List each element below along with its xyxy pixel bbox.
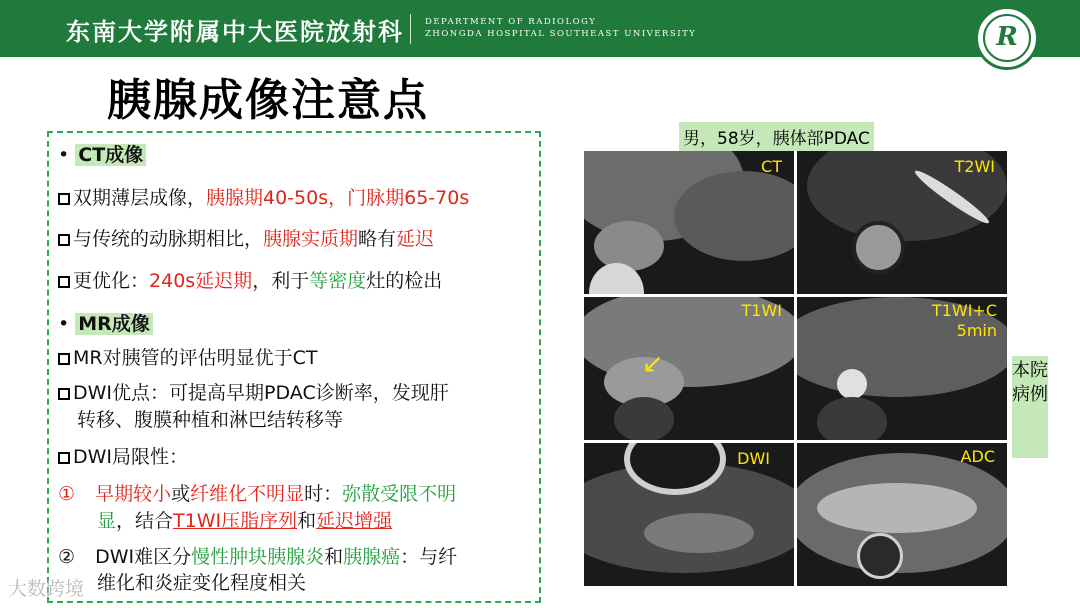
ct-heading: CT成像: [75, 144, 146, 166]
mr-item-2: [58, 378, 449, 405]
english-line-2: ZHONGDA HOSPITAL SOUTHEAST UNIVERSITY: [425, 29, 697, 39]
ct-item-2-text: 与传统的动脉期相比，: [73, 228, 264, 250]
limit-1-text-d: 和: [297, 510, 317, 532]
scan-panel-ct: [584, 151, 794, 294]
limit-1-red-a: 早期较小: [95, 483, 172, 505]
limit-1-text-c: ，结合: [116, 510, 174, 532]
checkbox-square-icon: [58, 193, 70, 205]
limit-1: [58, 479, 456, 506]
page-title: 胰腺成像注意点: [107, 75, 429, 126]
limit-1-green-b: 显: [97, 510, 117, 532]
checkbox-square-icon: [58, 388, 70, 400]
arrow-icon: ↙: [642, 349, 664, 379]
watermark: 大数跨境: [8, 578, 85, 600]
ct-item-2-text-b: 略有: [358, 228, 397, 250]
side-tag: 本院病例: [1012, 356, 1048, 458]
limit-2-text-b: 和: [324, 546, 344, 568]
mr-item-1: [58, 343, 317, 370]
scan-panel-t1wi: [584, 297, 794, 440]
logo-mark: R: [996, 22, 1018, 52]
mr-item-3: [58, 442, 188, 469]
limit-1-red-underline-b: 延迟增强: [316, 510, 393, 532]
limit-1-text-b: 时：: [304, 483, 343, 505]
hospital-logo-icon: [975, 6, 1039, 70]
panel-label-t1wi: T1WI: [741, 301, 782, 320]
limit-1-num: ①: [58, 483, 76, 505]
limit-1-red-underline: T1WI压脂序列: [173, 510, 298, 532]
limit-2: [58, 542, 457, 569]
ct-item-1-red: 胰腺期40-50s，门脉期65-70s: [206, 187, 470, 209]
mr-item-3-text: DWI局限性：: [73, 446, 189, 468]
header-divider: [410, 14, 411, 44]
limit-1-red-b: 纤维化不明显: [190, 483, 305, 505]
checkbox-square-icon: [58, 234, 70, 246]
ct-item-1: [58, 183, 469, 210]
mr-heading-line: [58, 309, 153, 336]
scan-panel-t2wi: [797, 151, 1007, 294]
limit-1-green: 弥散受限不明: [342, 483, 457, 505]
checkbox-square-icon: [58, 353, 70, 365]
ct-item-2-red-b: 延迟: [396, 228, 435, 250]
ct-item-3-green: 等密度: [309, 270, 367, 292]
mr-item-1-text: MR对胰管的评估明显优于CT: [73, 347, 318, 369]
limit-1-text-a: 或: [171, 483, 191, 505]
institution-english: [425, 16, 696, 40]
limit-2-cont: 维化和炎症变化程度相关: [97, 572, 307, 594]
mr-heading: MR成像: [75, 313, 153, 335]
ct-item-3: [58, 266, 442, 293]
figure-caption: 男，58岁，胰体部PDAC: [679, 122, 874, 151]
limit-2-green-a: 慢性肿块胰腺炎: [191, 546, 325, 568]
ct-item-3-text: 更优化：: [73, 270, 150, 292]
logo-ring: [983, 14, 1031, 62]
ct-item-1-text: 双期薄层成像，: [73, 187, 207, 209]
bullet: •: [58, 313, 70, 335]
panel-label-ct: CT: [761, 157, 782, 176]
panel-label-t2wi: T2WI: [954, 157, 995, 176]
scan-panel-t1wi-c: [797, 297, 1007, 440]
limit-2-text-c: ：与纤: [400, 546, 458, 568]
panel-label-t1wi-c: T1WI+C 5min: [931, 301, 997, 340]
english-line-1: DEPARTMENT OF RADIOLOGY: [425, 17, 597, 27]
limit-2-num: ②: [58, 546, 76, 568]
scan-panel-adc: [797, 443, 1007, 586]
checkbox-square-icon: [58, 452, 70, 464]
limit-2-text-a: DWI难区分: [95, 546, 192, 568]
checkbox-square-icon: [58, 276, 70, 288]
panel-label-adc: ADC: [960, 447, 995, 466]
mr-item-2-cont: 转移、腹膜种植和淋巴结转移等: [77, 409, 344, 431]
bullet: •: [58, 144, 70, 166]
ct-item-3-text-c: 灶的检出: [366, 270, 443, 292]
scan-panel-dwi: [584, 443, 794, 586]
header-bar: [0, 0, 1080, 57]
institution-name: 东南大学附属中大医院放射科: [66, 17, 404, 46]
ct-item-3-red: 240s延迟期: [149, 270, 253, 292]
limit-1-cont: [97, 506, 392, 533]
ct-heading-line: [58, 140, 146, 167]
ct-item-2-red: 胰腺实质期: [263, 228, 359, 250]
panel-label-dwi: DWI: [737, 449, 770, 468]
mr-item-2-text: DWI优点：可提高早期PDAC诊断率，发现肝: [73, 382, 449, 404]
limit-2-green-b: 胰腺癌: [343, 546, 401, 568]
ct-item-3-text-b: ，利于: [252, 270, 310, 292]
ct-item-2: [58, 224, 434, 251]
